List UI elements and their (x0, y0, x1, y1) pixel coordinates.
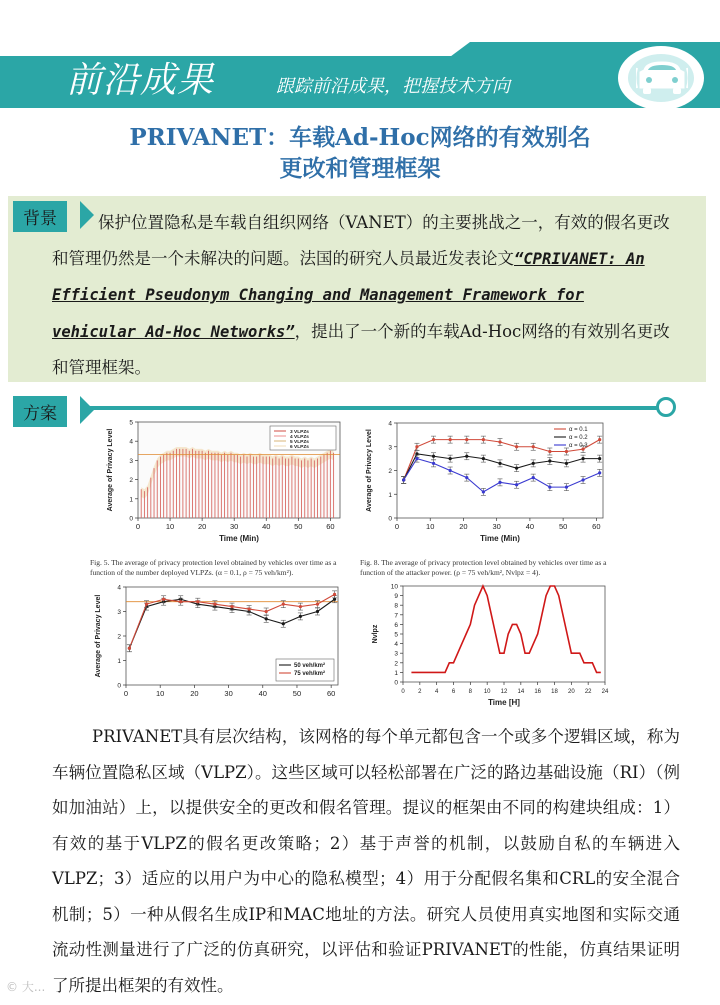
chart0-x-tick-label: 10 (165, 522, 175, 531)
chart3-y-tick-label: 9 (394, 593, 398, 601)
chart2-point (282, 622, 285, 625)
chart1-point (415, 457, 418, 460)
solution-label: 方案 (13, 396, 67, 427)
chart3-y-tick-label: 1 (394, 669, 398, 677)
chart0-x-tick-label: 30 (230, 522, 239, 531)
chart0-x-tick-label: 50 (294, 522, 303, 531)
chart2-point (145, 603, 148, 606)
chart1-point (598, 457, 601, 460)
chart1-point (449, 438, 452, 441)
chart1-point (432, 455, 435, 458)
chart3-y-tick-label: 8 (394, 602, 398, 610)
chart2-point (196, 600, 199, 603)
chart1-point (548, 486, 551, 489)
chart3-x-tick-label: 4 (434, 689, 439, 695)
chart3-y-tick-label: 6 (394, 621, 398, 629)
chart1-point (565, 450, 568, 453)
chart3-x-axis-label: Time [H] (488, 698, 520, 707)
chart3-x-tick-label: 14 (517, 689, 525, 695)
chart2-point (128, 647, 131, 650)
chart2-point (179, 600, 182, 603)
chart0-x-tick-label: 0 (135, 522, 141, 531)
chart2-x-tick-label: 30 (224, 689, 233, 698)
chart1-x-tick-label: 20 (459, 522, 468, 531)
chart3-y-tick-label: 3 (394, 650, 398, 658)
chart3-y-tick-label: 5 (394, 631, 398, 639)
chart0-x-axis-label: Time (Min) (219, 534, 259, 543)
chart0-x-tick-label: 20 (197, 522, 207, 531)
banner-title: 前沿成果 (66, 60, 215, 101)
solution-paragraph (52, 719, 680, 1003)
background-label: 背景 (13, 201, 67, 232)
background-text-after: ，提出了一个新的车载Ad-Hoc网络的有效别名更改和管理框架。 (52, 321, 670, 377)
chart1-point (548, 450, 551, 453)
solution-body: PRIVANET具有层次结构，该网格的每个单元都包含一个或多个逻辑区域，称为车辆位置隐私区域（VLPZ）。这些区域可以轻松部署在广泛的路边基础设施（RI）（例如加油站）上，以提供安全的更改和假名管理。提议的框架由不同的构建块组成：1）有效的基于VLPZ的假名更改策略；2）基于声誉的机制，以鼓励自私的车辆进入VLPZ；3）适应的以用户为中心的隐私模型；4）用于分配假名集和CRL的安全混合机制；5）一种从假名生成IP和MAC地址的方法。研究人员使用真实地图和实际交通流动性测量进行了广泛的仿真研究，以评估和验证PRIVANET的性能，仿真结果证明了所提出框架的有效性。 (52, 727, 680, 995)
chart2-point (162, 598, 165, 601)
chart2-y-axis-label: Average of Privacy Level (95, 594, 102, 678)
chart3-y-axis-label: Nvlpz (372, 624, 379, 644)
chart0-y-tick-label: 4 (129, 438, 133, 446)
chart0-x-tick-label: 40 (262, 522, 271, 531)
chart0-x-tick-label: 60 (326, 522, 335, 531)
chart1-point (498, 440, 501, 443)
chart3-x-tick-label: 20 (567, 689, 575, 695)
chart1-point (532, 445, 535, 448)
chart0-legend-label: 3 VLPZs (290, 430, 309, 435)
chart2-point (282, 603, 285, 606)
chart2-point (316, 610, 319, 613)
chart1-x-tick-label: 30 (492, 522, 501, 531)
chart3-x-tick-label: 6 (451, 689, 456, 695)
chart1-x-axis-label: Time (Min) (480, 534, 520, 543)
chart1-point (465, 455, 468, 458)
chart1-x-tick-label: 10 (426, 522, 435, 531)
chart0-legend-label: 5 VLPZs (290, 440, 309, 445)
chart2-y-tick-label: 1 (117, 658, 121, 665)
chart1-point (498, 481, 501, 484)
chart2-legend-label: 50 veh/km² (294, 663, 326, 669)
chart1-legend-label: α = 0.1 (569, 427, 588, 433)
chart2-point (265, 617, 268, 620)
chart1-y-tick-label: 1 (388, 491, 392, 499)
chart1-point (548, 459, 551, 462)
chart1-point (565, 462, 568, 465)
chart2-point (213, 603, 216, 606)
chart1-legend-label: α = 0.2 (569, 435, 588, 441)
chart3-y-tick-label: 2 (394, 660, 398, 668)
chart1-point (402, 478, 405, 481)
banner-subtitle: 跟踪前沿成果，把握技术方向 (276, 76, 510, 97)
chart1-point (498, 462, 501, 465)
chart2-point (299, 615, 302, 618)
fig5-caption: Fig. 5. The average of privacy protection level obtained by vehicles over time as a function of the number deployed VLPZs. (α = 0.1, ρ = 75 veh/km²). (90, 558, 337, 577)
background-text-before: 保护位置隐私是车载自组织网络（VANET）的主要挑战之一，有效的假名更改和管理仍然是一个未解决的问题。法国的研究人员最近发表论文 (52, 213, 670, 268)
chart1-point (449, 457, 452, 460)
chart0-legend-label: 6 VLPZs (290, 445, 309, 450)
chart1-legend-label: α = 0.3 (569, 443, 588, 449)
chart0-y-tick-label: 5 (129, 419, 133, 427)
chart0-y-tick-label: 0 (129, 515, 133, 523)
chart3-x-tick-label: 10 (483, 689, 491, 695)
chart1-y-tick-label: 4 (388, 420, 392, 428)
chart1-y-tick-label: 0 (388, 515, 392, 523)
chart3-x-tick-label: 12 (500, 689, 508, 695)
chart2-y-tick-label: 0 (117, 682, 121, 690)
chart0-y-tick-label: 2 (129, 477, 133, 485)
chart1-point (565, 486, 568, 489)
chart3-x-tick-label: 22 (584, 689, 592, 695)
chart2-y-tick-label: 3 (117, 609, 121, 616)
chart3-x-tick-label: 16 (534, 689, 542, 695)
chart2-point (230, 605, 233, 608)
chart3-y-tick-label: 0 (394, 679, 398, 687)
chart2-point (333, 593, 336, 596)
chart2-x-tick-label: 50 (292, 689, 302, 698)
chart1-point (598, 438, 601, 441)
chart1-point (581, 457, 584, 460)
chart1-x-tick-label: 0 (394, 522, 400, 531)
chart2-y-tick-label: 2 (117, 633, 121, 641)
chart1-x-tick-label: 50 (558, 522, 568, 531)
chart1-point (532, 476, 535, 479)
chart1-point (515, 467, 518, 470)
watermark: © 大... (6, 980, 46, 994)
chart1-point (432, 462, 435, 465)
chart1-point (581, 478, 584, 481)
chart2-x-tick-label: 60 (326, 689, 336, 698)
chart3-y-tick-label: 10 (390, 583, 398, 591)
chart1-point (482, 490, 485, 493)
chart2-y-tick-label: 4 (117, 584, 121, 592)
chart1-point (482, 438, 485, 441)
chart1-y-tick-label: 3 (388, 444, 392, 452)
chart1-point (598, 471, 601, 474)
chart1-point (482, 457, 485, 460)
chart2-x-tick-label: 40 (258, 689, 267, 698)
fig8-caption: Fig. 8. The average of privacy protection level obtained by vehicles over time as a function of the attacker power. (ρ = 75 veh/km², Nvlpz = 4). (360, 558, 607, 577)
chart1-point (449, 469, 452, 472)
chart0-legend-label: 4 VLPZs (290, 435, 309, 440)
chart1-point (532, 462, 535, 465)
chart1-point (515, 483, 518, 486)
chart0-y-tick-label: 1 (129, 496, 133, 504)
chart1-point (415, 445, 418, 448)
chart0-y-tick-label: 3 (129, 457, 133, 465)
chart1-point (432, 438, 435, 441)
chart3-x-tick-label: 0 (401, 689, 405, 695)
chart3-y-tick-label: 7 (394, 612, 398, 620)
chart3-frame (403, 586, 605, 682)
chart3-x-tick-label: 2 (418, 689, 422, 695)
chart1-point (515, 445, 518, 448)
chart2-point (265, 610, 268, 613)
chart0-y-axis-label: Average of Privacy Level (107, 428, 114, 512)
chart3-x-tick-label: 24 (601, 689, 609, 695)
chart1-y-tick-label: 2 (388, 468, 392, 475)
chart3-y-tick-label: 4 (394, 641, 398, 649)
chart1-y-axis-label: Average of Privacy Level (366, 429, 373, 512)
chart3-x-tick-label: 8 (468, 689, 473, 695)
paper-citation: “CPRIVANET: An Efficient Pseudonym Changing and Management Framework for vehicular Ad-Hoc Networks” (52, 249, 645, 341)
chart2-point (247, 607, 250, 610)
chart2-x-tick-label: 20 (190, 689, 199, 698)
chart3-x-tick-label: 18 (551, 689, 558, 695)
chart1-x-tick-label: 40 (525, 522, 535, 531)
chart1-point (465, 476, 468, 479)
chart2-x-tick-label: 0 (123, 689, 129, 698)
chart2-x-tick-label: 10 (156, 689, 165, 698)
chart1-point (465, 438, 468, 441)
chart2-point (316, 603, 319, 606)
article-title-line1: PRIVANET：车载Ad-Hoc网络的有效别名 (129, 124, 591, 151)
chart2-legend-label: 75 veh/km² (294, 671, 326, 677)
chart1-x-tick-label: 60 (592, 522, 601, 531)
chart2-point (299, 605, 302, 608)
article-title-line2: 更改和管理框架 (279, 155, 441, 182)
